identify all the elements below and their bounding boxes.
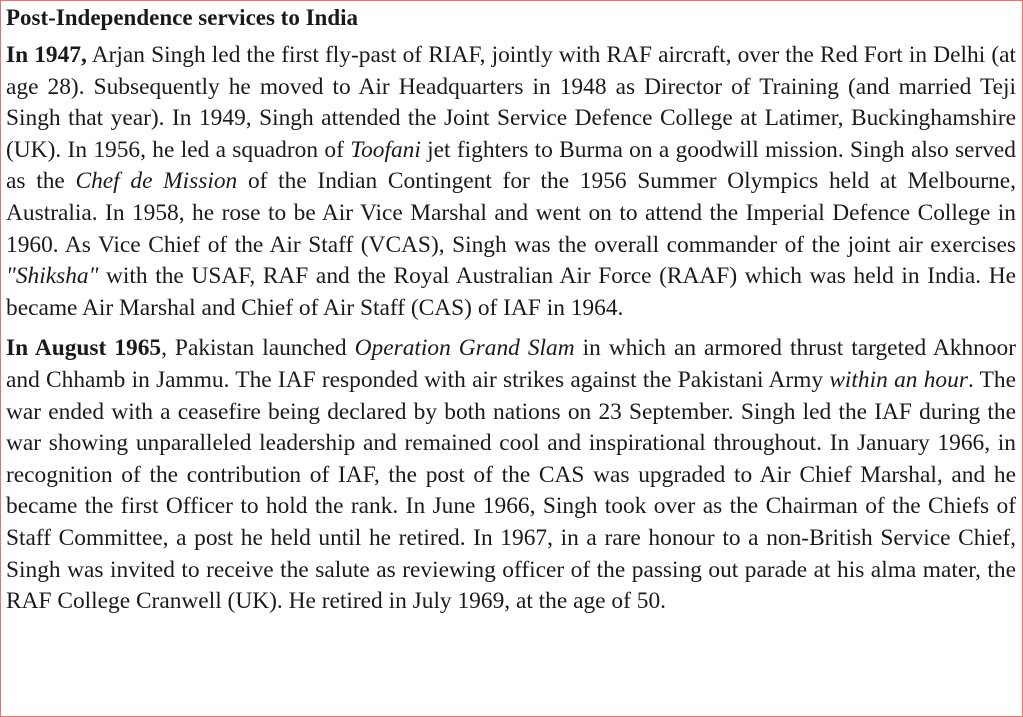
- section-heading: Post-Independence services to India: [6, 5, 359, 30]
- emphasis-text: within an hour: [829, 366, 968, 393]
- paragraph-text: with the USAF, RAF and the Royal Australian Air Force (RAAF) which was held in India. He became Air Marshal and Chief of Air Staff (CAS) of IAF in 1964.: [6, 263, 1016, 321]
- paragraph-text: jet fighters to Burma on a goodwill mission. Singh also served as the: [6, 136, 1017, 195]
- paragraph-lead: In 1947,: [6, 42, 87, 68]
- emphasis-text: Chef de Mission: [75, 168, 238, 195]
- paragraph-text: of the Indian Contingent for the 1956 Summer Olympics held at Melbourne, Australia. In 1958, he rose to be Air Vice Marshal and went on to attend the Imperial Defence College in 1960. As Vice Chief of the Air Staff (VCAS), Singh was the overall commander of the joint air exercises: [6, 168, 1016, 258]
- emphasis-text: "Shiksha": [6, 263, 99, 290]
- paragraph-1965: [6, 333, 1016, 617]
- paragraph-text: Arjan Singh led the first fly-past of RIAF, jointly with RAF aircraft, over the Red Fort in Delhi (at age 28). Subsequently he moved to Air Headquarters in 1948 as Director of Training (and married Teji Singh that year). In 1949, Singh attended the Joint Service Defence College at Latimer, Buckinghamshire (UK). In 1956, he led a squadron of: [6, 42, 1016, 163]
- emphasis-text: Operation Grand Slam: [354, 335, 575, 362]
- paragraph-lead: In August 1965: [6, 335, 162, 362]
- emphasis-text: Toofani: [350, 136, 421, 163]
- paragraph-text: . The war ended with a ceasefire being declared by both nations on 23 September. Singh led the IAF during the war showing unparalleled leadership and remained cool and inspirational throughout. In January 1966, in recognition of the contribution of IAF, the post of the CAS was upgraded to Air Chief Marshal, and he became the first Officer to hold the rank. In June 1966, Singh took over as the Chairman of the Chiefs of Staff Committee, a post he held until he retired. In 1967, in a rare honour to a non-British Service Chief, Singh was invited to receive the salute as reviewing officer of the passing out parade at his alma mater, the RAF College Cranwell (UK). He retired in July 1969, at the age of 50.: [6, 366, 1016, 615]
- paragraph-text: in which an armored thrust targeted Akhnoor and Chhamb in Jammu. The IAF responded with air strikes against the Pakistani Army: [6, 335, 1017, 393]
- paragraph-text: , Pakistan launched: [161, 335, 355, 362]
- paragraph-1947: [6, 40, 1016, 324]
